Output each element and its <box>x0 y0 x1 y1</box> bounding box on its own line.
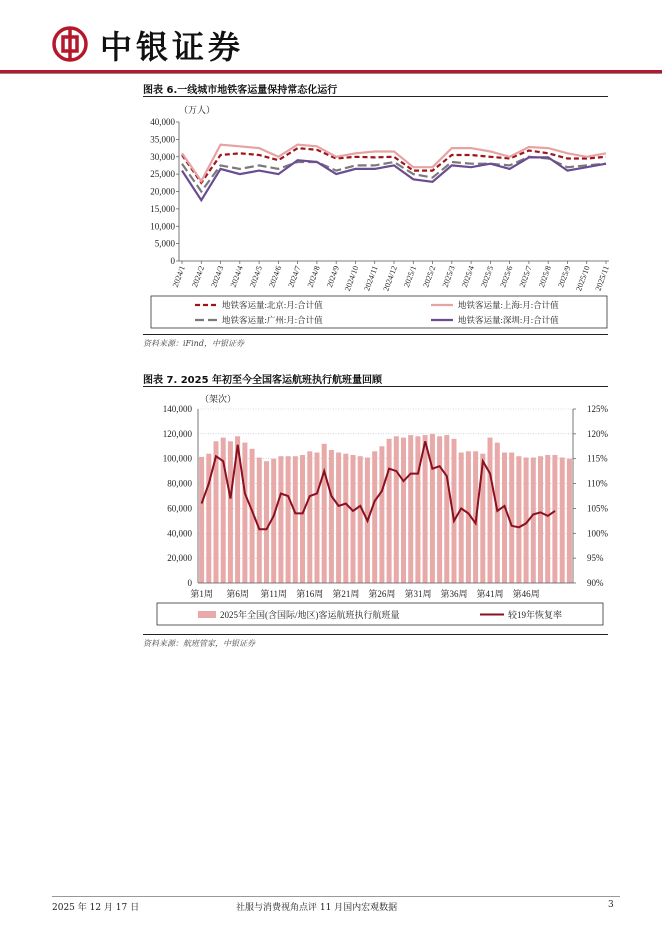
x-tick-label: 第16周 <box>296 589 324 599</box>
y-tick-label: 0 <box>170 256 175 266</box>
legend-swatch <box>198 611 216 618</box>
flight-bar <box>415 436 420 583</box>
flight-bar <box>372 451 377 583</box>
flight-bar <box>437 436 442 583</box>
flight-bar <box>228 441 233 583</box>
figure6-bottom-rule <box>143 334 608 335</box>
legend-label: 地铁客运量:深圳:月:合计值 <box>458 315 559 325</box>
x-tick-label: 2025/2 <box>421 264 438 289</box>
y-tick-label: 15,000 <box>150 203 175 214</box>
y2-tick-label: 95% <box>587 553 604 564</box>
flight-bar <box>502 453 507 584</box>
x-tick-label: 2024/10 <box>342 264 361 293</box>
flight-bar <box>394 436 399 583</box>
figure6-source: 资料来源：iFind，中银证券 <box>143 339 244 348</box>
x-tick-label: 2024/7 <box>286 264 303 289</box>
brand-logo <box>52 26 88 62</box>
flight-bar <box>343 454 348 583</box>
flight-bar <box>199 457 204 583</box>
flight-bar <box>401 438 406 583</box>
header-rule-thin <box>0 73 662 74</box>
y2-tick-label: 90% <box>587 578 604 588</box>
flight-bar <box>379 446 384 583</box>
flight-bar <box>264 461 269 583</box>
x-tick-label: 2024/4 <box>228 264 245 289</box>
flight-bar <box>242 443 247 583</box>
footer-date: 2025 年 12 月 17 日 <box>52 903 140 913</box>
flight-bar <box>538 456 543 583</box>
flight-bar <box>322 444 327 583</box>
page-number: 3 <box>608 900 614 910</box>
flight-bar <box>315 453 320 584</box>
figure7-source: 资料来源：航班管家，中银证券 <box>143 639 255 648</box>
flight-bar <box>286 456 291 583</box>
legend-label: 地铁客运量:上海:月:合计值 <box>458 300 559 310</box>
flight-bar <box>444 435 449 583</box>
legend-label: 2025年全国(含国际/地区)客运航班执行航班量 <box>220 610 400 620</box>
flight-bar <box>560 458 565 584</box>
x-tick-label: 2025/3 <box>440 264 457 289</box>
y-tick-label: 5,000 <box>154 238 175 249</box>
x-tick-label: 2025/9 <box>556 264 573 289</box>
y2-tick-label: 120% <box>587 428 608 439</box>
y-tick-label: 40,000 <box>167 528 192 539</box>
figure7-title: 图表 7. 2025 年初至今全国客运航班执行航班量回顾 <box>143 375 383 386</box>
series-line-1 <box>182 145 606 182</box>
y-tick-label: 0 <box>187 578 192 588</box>
figure7-top-rule <box>143 386 608 387</box>
figure6-top-rule <box>143 96 608 97</box>
figure6-title: 图表 6.一线城市地铁客运量保持常态化运行 <box>143 85 338 96</box>
series-line-3 <box>182 157 606 200</box>
y2-tick-label: 105% <box>587 503 608 514</box>
flight-bar <box>408 435 413 583</box>
footer-rule <box>52 896 620 897</box>
x-tick-label: 2025/7 <box>517 264 534 289</box>
flight-bar <box>351 455 356 583</box>
x-tick-label: 2025/1 <box>402 264 419 289</box>
flight-bar <box>358 456 363 583</box>
x-tick-label: 第1周 <box>190 589 213 599</box>
flight-bar <box>307 451 312 583</box>
y-tick-label: 20,000 <box>150 186 175 197</box>
flight-bar <box>300 455 305 583</box>
y-axis-label: （万人） <box>179 105 216 115</box>
footer-report-title: 社服与消费视角点评 11 月国内宏观数据 <box>236 903 398 913</box>
x-tick-label: 2025/10 <box>574 264 592 293</box>
x-tick-label: 2024/5 <box>247 264 264 289</box>
y-tick-label: 20,000 <box>167 553 192 564</box>
flight-volume-chart <box>143 388 613 633</box>
x-tick-label: 2024/2 <box>190 264 207 289</box>
legend-label: 地铁客运量:北京:月:合计值 <box>222 300 323 310</box>
x-tick-label: 2024/9 <box>324 264 342 289</box>
x-tick-label: 2024/11 <box>362 264 380 293</box>
flight-bar <box>516 456 521 583</box>
x-tick-label: 2024/3 <box>209 264 226 289</box>
flight-bar <box>459 453 464 584</box>
y2-tick-label: 110% <box>587 478 608 489</box>
x-tick-label: 第31周 <box>404 589 432 599</box>
x-tick-label: 第11周 <box>260 589 288 599</box>
x-tick-label: 2024/6 <box>267 264 284 289</box>
y-tick-label: 60,000 <box>167 503 192 514</box>
flight-bar <box>423 435 428 583</box>
flight-bar <box>531 458 536 584</box>
x-tick-label: 第36周 <box>440 589 468 599</box>
x-tick-label: 2025/11 <box>593 264 611 293</box>
figure7-bottom-rule <box>143 634 608 635</box>
flight-bar <box>387 439 392 583</box>
y2-tick-label: 125% <box>587 404 608 414</box>
y-tick-label: 80,000 <box>167 478 192 489</box>
flight-bar <box>278 456 283 583</box>
x-tick-label: 第6周 <box>226 589 249 599</box>
flight-bar <box>293 456 298 583</box>
y-tick-label: 25,000 <box>150 169 175 180</box>
recovery-rate-line <box>202 441 555 529</box>
x-tick-label: 2025/8 <box>536 264 554 289</box>
flight-bar <box>488 438 493 583</box>
flight-bar <box>552 455 557 583</box>
flight-bar <box>545 455 550 583</box>
x-tick-label: 2024/1 <box>170 264 187 289</box>
y-tick-label: 100,000 <box>162 453 192 464</box>
y2-tick-label: 100% <box>587 528 608 539</box>
flight-bar <box>336 453 341 584</box>
brand-name: 中银证券 <box>100 28 245 66</box>
x-tick-label: 2024/12 <box>381 264 399 293</box>
y-tick-label: 30,000 <box>150 151 175 162</box>
y-tick-label: 40,000 <box>150 117 175 127</box>
y-tick-label: 140,000 <box>162 404 192 414</box>
y2-tick-label: 115% <box>587 453 608 464</box>
y-tick-label: 120,000 <box>162 428 192 439</box>
flight-bar <box>329 450 334 583</box>
flight-bar <box>509 453 514 584</box>
y-tick-label: 10,000 <box>150 221 175 232</box>
flight-bar <box>430 434 435 583</box>
x-tick-label: 第21周 <box>332 589 360 599</box>
y-tick-label: 35,000 <box>150 134 175 145</box>
flight-bar <box>567 459 572 583</box>
x-tick-label: 2025/5 <box>479 264 496 289</box>
x-tick-label: 第41周 <box>476 589 504 599</box>
legend-label: 地铁客运量:广州:月:合计值 <box>222 315 323 325</box>
x-tick-label: 2025/6 <box>498 264 515 289</box>
legend-label: 较19年恢复率 <box>508 610 563 620</box>
x-tick-label: 第26周 <box>368 589 396 599</box>
flight-bar <box>257 458 262 584</box>
x-tick-label: 2025/4 <box>459 264 476 289</box>
metro-ridership-chart <box>143 98 613 333</box>
x-tick-label: 第46周 <box>512 589 540 599</box>
x-tick-label: 2024/8 <box>305 264 322 289</box>
flight-bar <box>495 443 500 583</box>
y-axis-label: （架次） <box>200 394 237 404</box>
